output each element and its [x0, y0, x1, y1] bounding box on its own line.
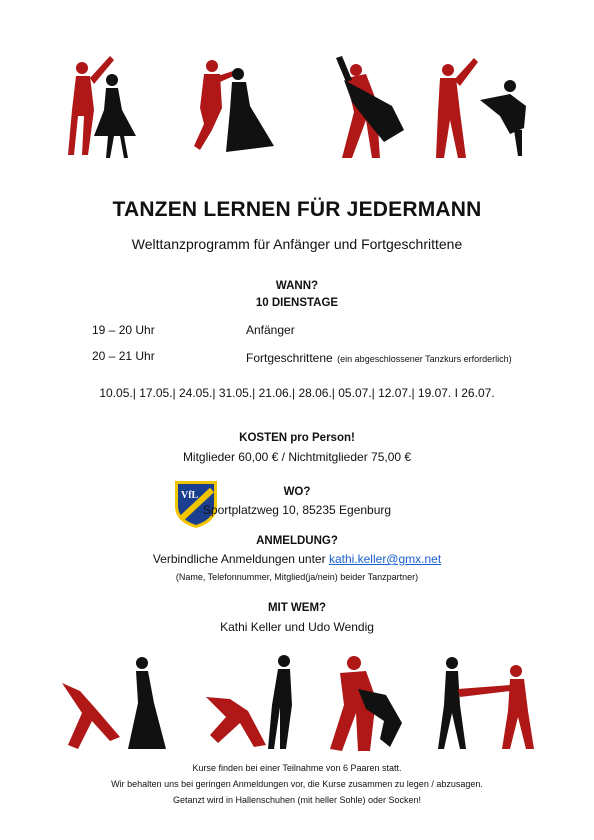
course-dates: 10.05.| 17.05.| 24.05.| 31.05.| 21.06.| 28.06.| 05.07.| 12.07.| 19.07. I 26.07. [99, 386, 495, 400]
costs-text: Mitglieder 60,00 € / Nichtmitglieder 75,00 € [182, 450, 412, 464]
when-subheading: 10 DIENSTAGE [255, 297, 339, 309]
svg-text:VfL: VfL [181, 490, 199, 501]
registration-text: Verbindliche Anmeldungen unter [152, 552, 329, 566]
level-advanced-note: (ein abgeschlossener Tanzkurs erforderlich) [337, 354, 512, 364]
dancers-top-illustration [40, 50, 554, 160]
level-beginners: Anfänger [246, 323, 295, 337]
where-heading: WO? [283, 486, 311, 498]
costs-heading: KOSTEN pro Person! [239, 432, 355, 444]
registration-line [0, 552, 594, 566]
dancing-couple-1 [68, 56, 136, 158]
where-address: Sportplatzweg 10, 85235 Egenburg [202, 503, 392, 517]
dancing-couple-7 [330, 656, 402, 751]
dancing-couple-3 [336, 56, 404, 158]
subtitle: Welttanzprogramm für Anfänger und Fortgeschrittene [131, 236, 463, 252]
dancers-bottom-illustration [40, 646, 554, 756]
footer-line-2: Wir behalten uns bei geringen Anmeldungen vor, die Kurse zusammen zu legen / abzusagen. [111, 779, 483, 789]
time-beginners: 19 – 20 Uhr [92, 323, 155, 337]
page-title: TANZEN LERNEN FÜR JEDERMANN [112, 198, 482, 221]
registration-note: (Name, Telefonnummer, Mitglied(ja/nein) beider Tanzpartner) [175, 572, 419, 582]
time-advanced: 20 – 21 Uhr [92, 349, 155, 363]
dancing-couple-6 [206, 655, 292, 749]
dancing-couple-8 [438, 657, 534, 749]
level-advanced: Fortgeschrittene [246, 351, 333, 365]
registration-heading: ANMELDUNG? [256, 535, 338, 547]
registration-email-link[interactable]: kathi.keller@gmx.net [328, 552, 442, 566]
when-heading: WANN? [275, 280, 319, 292]
dancing-couple-4 [436, 58, 526, 158]
footer-line-1: Kurse finden bei einer Teilnahme von 6 Paaren statt. [192, 763, 402, 773]
footer-line-3: Getanzt wird in Hallenschuhen (mit heller Sohle) oder Socken! [172, 795, 422, 805]
with-whom-heading: MIT WEM? [267, 602, 327, 614]
with-whom-names: Kathi Keller und Udo Wendig [220, 620, 374, 634]
dancing-couple-2 [194, 60, 274, 152]
dancing-couple-5 [62, 657, 166, 749]
level-advanced-row [246, 349, 512, 367]
